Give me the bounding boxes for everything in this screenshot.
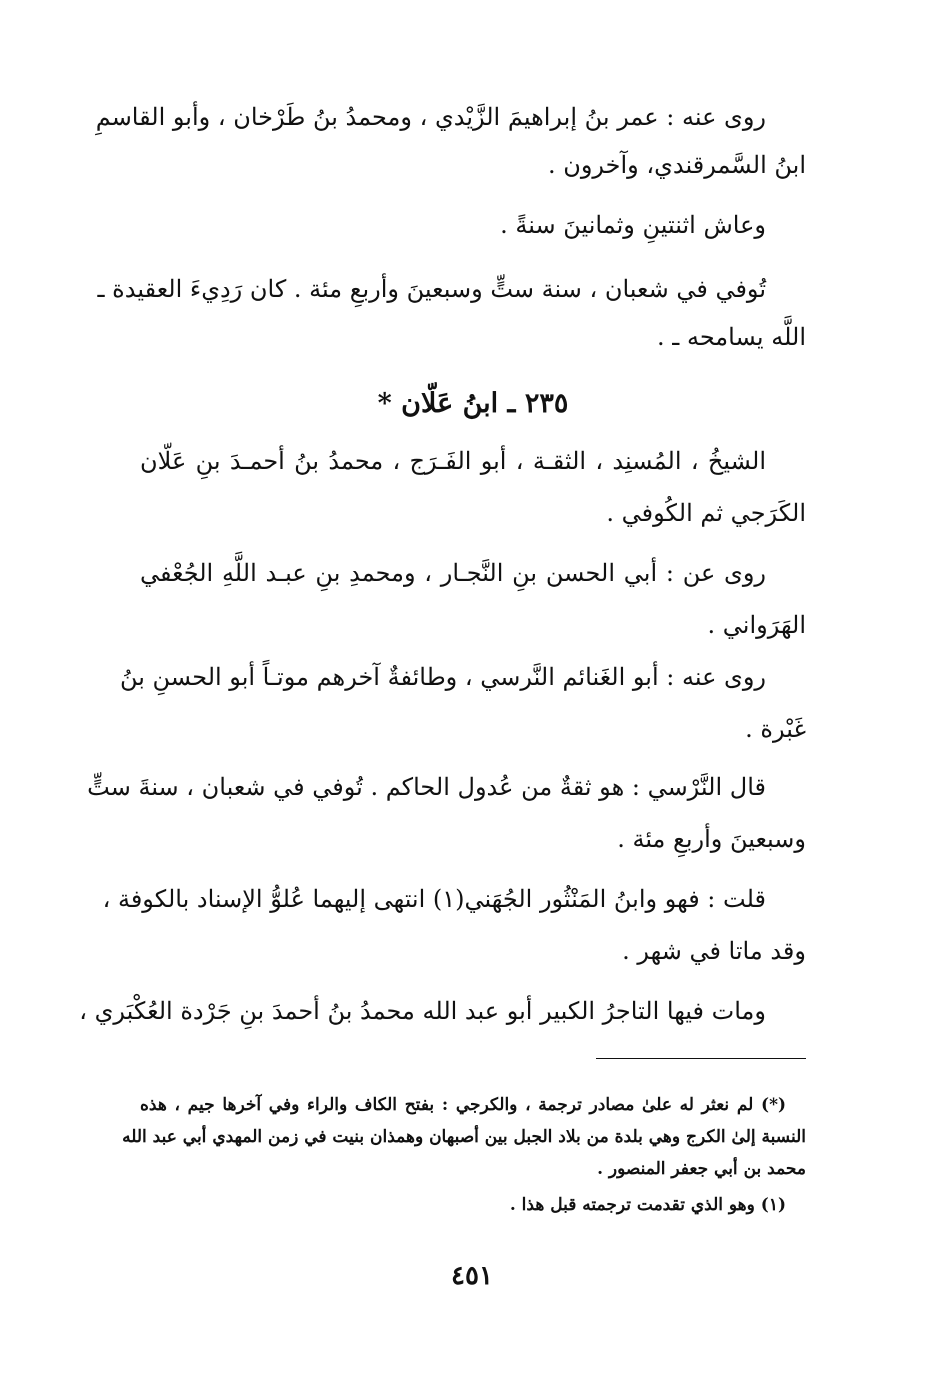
paragraph-line: روى عن : أبي الحسن بنِ النَّجـار ، ومحمدِ بنِ عبـد اللَّهِ الجُعْفي (140, 559, 766, 587)
paragraph-line: وعاش اثنتينِ وثمانينَ سنةً . (500, 211, 766, 239)
paragraph-line: روى عنه : أبو الغَنائم النَّرسي ، وطائفةٌ آخرهم موتـاً أبو الحسنِ بنُ (119, 663, 766, 691)
footnote-line: (١) وهو الذي تقدمت ترجمته قبل هذا . (509, 1195, 786, 1215)
footnote-line: محمد بن أبي جعفر المنصور . (597, 1159, 806, 1179)
paragraph-line: الكَرَجي ثم الكُوفي . (606, 499, 806, 527)
footnote-line: النسبة إلىٰ الكرج وهي بلدة من بلاد الجبل بين أصبهان وهمذان بنيت في زمن المهدي أبي عبد الله (122, 1127, 806, 1147)
paragraph-line: وسبعينَ وأربعِ مئة . (617, 825, 806, 853)
paragraph-line: ومات فيها التاجرُ الكبير أبو عبد الله محمدُ بنُ أحمدَ بنِ جَرْدة العُكْبَري ، (79, 997, 766, 1025)
paragraph-line: تُوفي في شعبان ، سنة ستٍّ وسبعينَ وأربعِ مئة . كان رَدِيءَ العقيدة ـ (97, 275, 766, 303)
paragraph-line: قلت : فهو وابنُ المَنْثُور الجُهَني(١) انتهى إليهما عُلوُّ الإسناد بالكوفة ، (102, 885, 766, 913)
paragraph-line: غَبْرة . (745, 715, 806, 743)
footnote-divider (596, 1058, 806, 1059)
entry-heading: ٢٣٥ ـ ابنُ عَلّان * (377, 388, 569, 419)
paragraph-line: اللَّه يسامحه ـ . (657, 323, 806, 351)
footnote-line: (*) لم نعثر له علىٰ مصادر ترجمة ، والكرجي : بفتح الكاف والراء وفي آخرها جيم ، هذه (140, 1095, 786, 1115)
paragraph-line: قال النَّرْسي : هو ثقةٌ من عُدول الحاكم . تُوفي في شعبان ، سنةَ ستٍّ (87, 773, 766, 801)
paragraph-line: ابنُ السَّمرقندي، وآخرون . (547, 151, 806, 179)
paragraph-line: الشيخُ ، المُسنِد ، الثقـة ، أبو الفَـرَج ، محمدُ بنُ أحمـدَ بنِ عَلّان (140, 447, 766, 475)
paragraph-line: وقد ماتا في شهر . (622, 937, 806, 965)
page-number: ٤٥١ (451, 1261, 493, 1291)
paragraph-line: روى عنه : عمر بنُ إبراهيمَ الزَّيْدي ، ومحمدُ بنُ طَرْخان ، وأبو القاسمِ (95, 103, 766, 131)
paragraph-line: الهَرَواني . (707, 611, 806, 639)
